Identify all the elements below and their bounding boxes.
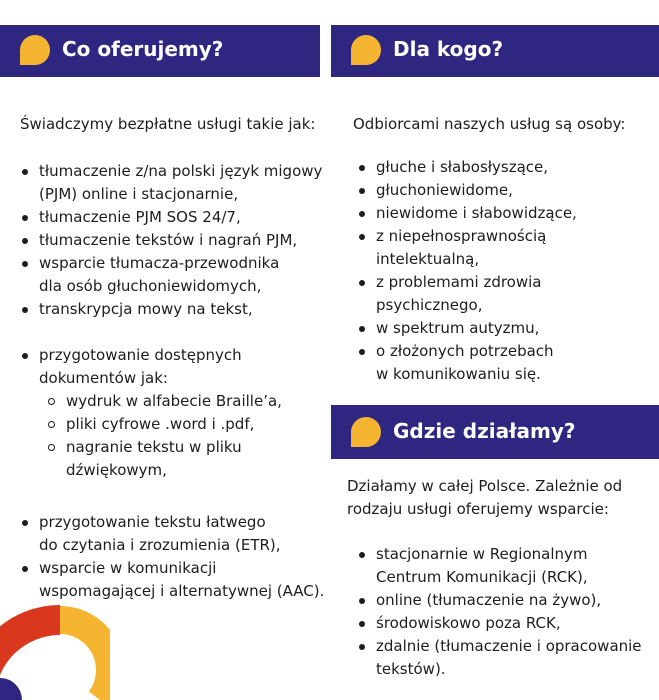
list-item: głuche i słabosłyszące, <box>357 156 577 179</box>
audience-title: Dla kogo? <box>393 37 504 61</box>
list-item: niewidome i słabowidzące, <box>357 202 577 225</box>
list-item-continuation: Centrum Komunikacji (RCK), <box>376 568 588 586</box>
where-header <box>331 405 659 459</box>
list-item: zdalnie (tłumaczenie i opracowanie <box>357 635 642 658</box>
list-item-continuation: do czytania i zrozumienia (ETR), <box>39 536 281 554</box>
offer-list <box>20 160 324 603</box>
offer-title: Co oferujemy? <box>62 37 224 61</box>
where-intro-line-2: rodzaju usługi oferujemy wsparcie: <box>347 500 609 518</box>
list-item-continuation: psychicznego, <box>376 296 483 314</box>
list-item: z niepełnosprawnością <box>357 225 577 248</box>
list-item: z problemami zdrowia <box>357 271 577 294</box>
list-item: tłumaczenie z/na polski język migowy <box>20 160 324 183</box>
list-item: transkrypcja mowy na tekst, <box>20 298 324 321</box>
offer-intro: Świadczymy bezpłatne usługi takie jak: <box>20 115 316 133</box>
sub-list-item: wydruk w alfabecie Braille’a, <box>20 390 324 413</box>
list-item: głuchoniewidome, <box>357 179 577 202</box>
list-item-continuation: (PJM) online i stacjonarnie, <box>39 185 239 203</box>
audience-list <box>357 156 577 386</box>
speech-bubble-icon <box>351 417 381 447</box>
list-item: w spektrum autyzmu, <box>357 317 577 340</box>
list-item: tłumaczenie PJM SOS 24/7, <box>20 206 324 229</box>
decorative-ring <box>0 600 110 700</box>
sub-list-item-continuation: dźwiękowym, <box>66 461 167 479</box>
list-item-continuation: w komunikowaniu się. <box>376 365 541 383</box>
where-title: Gdzie działamy? <box>393 419 576 443</box>
list-item-continuation: dokumentów jak: <box>39 369 168 387</box>
list-spacer <box>20 482 324 505</box>
list-item: wsparcie tłumacza-przewodnika <box>20 252 324 275</box>
list-item-continuation: intelektualną, <box>376 250 480 268</box>
list-item-continuation: tekstów). <box>376 660 446 678</box>
list-item-continuation: wspomagającej i alternatywnej (AAC). <box>39 582 325 600</box>
list-item: tłumaczenie tekstów i nagrań PJM, <box>20 229 324 252</box>
audience-intro: Odbiorcami naszych usług są osoby: <box>353 115 626 133</box>
sub-list-item: pliki cyfrowe .word i .pdf, <box>20 413 324 436</box>
list-spacer <box>20 321 324 344</box>
list-item: przygotowanie dostępnych <box>20 344 324 367</box>
list-item: stacjonarnie w Regionalnym <box>357 543 642 566</box>
list-item: online (tłumaczenie na żywo), <box>357 589 642 612</box>
list-item: środowiskowo poza RCK, <box>357 612 642 635</box>
speech-bubble-icon <box>351 35 381 65</box>
offer-header <box>0 25 320 77</box>
list-item-continuation: dla osób głuchoniewidomych, <box>39 277 262 295</box>
where-intro-line-1: Działamy w całej Polsce. Zależnie od <box>347 477 623 495</box>
audience-header <box>331 25 659 77</box>
list-item: o złożonych potrzebach <box>357 340 577 363</box>
sub-list-item: nagranie tekstu w pliku <box>20 436 324 459</box>
list-item: wsparcie w komunikacji <box>20 557 324 580</box>
where-list <box>357 543 642 681</box>
list-item: przygotowanie tekstu łatwego <box>20 511 324 534</box>
speech-bubble-icon <box>20 35 50 65</box>
